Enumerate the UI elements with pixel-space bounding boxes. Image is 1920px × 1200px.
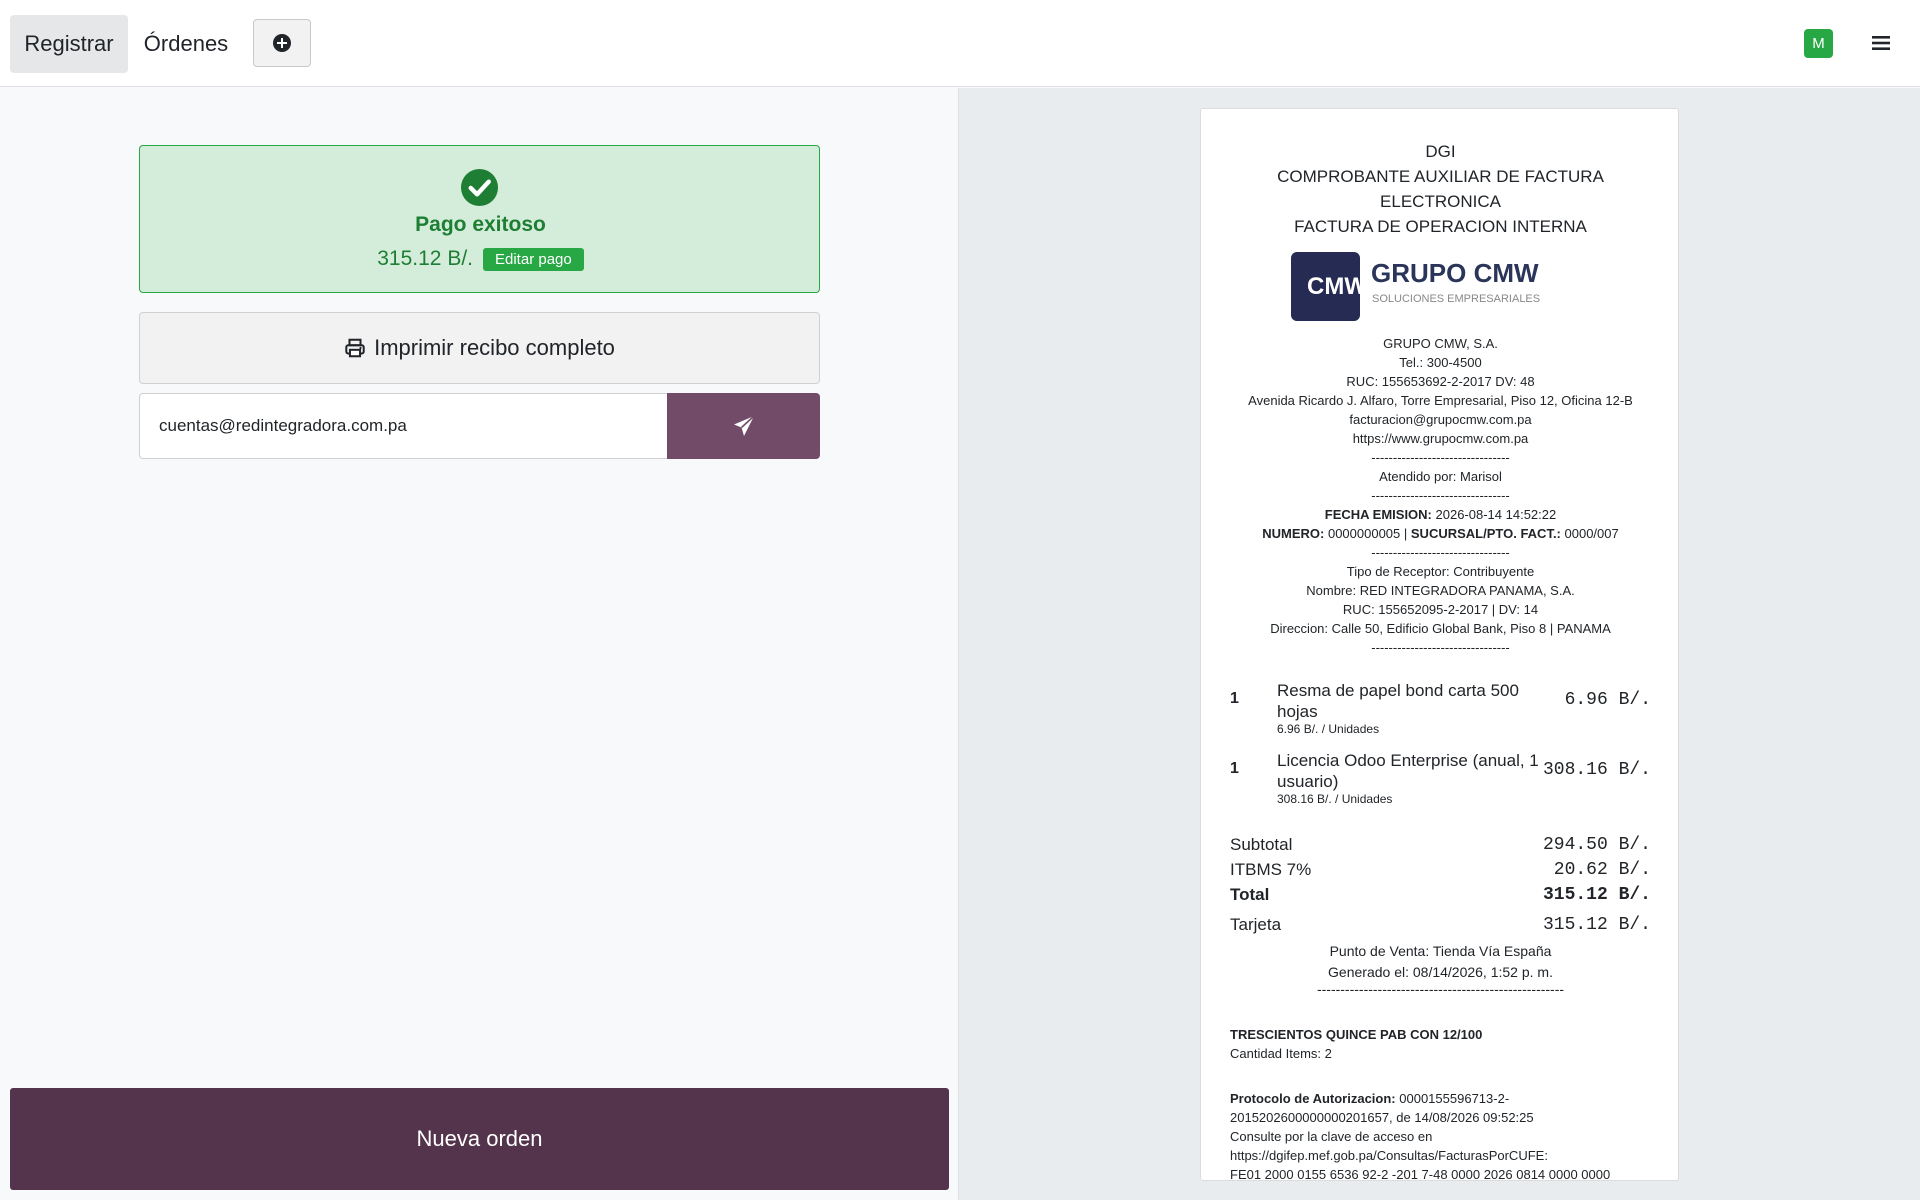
- payment-amount: 315.12 B/.: [377, 247, 473, 270]
- email-input[interactable]: [139, 393, 667, 459]
- tax-label: ITBMS 7%: [1230, 860, 1312, 879]
- send-email-button[interactable]: [667, 393, 820, 459]
- company-tel: Tel.: 300-4500: [1399, 355, 1482, 370]
- receipt-footer: [1201, 941, 1680, 983]
- card-value: 315.12 B/.: [1542, 915, 1651, 935]
- company-logo-name: GRUPO CMW: [1371, 258, 1539, 288]
- authorization-protocol: [1230, 1089, 1660, 1184]
- receipt-company-info: [1201, 334, 1680, 657]
- receiver-name: Nombre: RED INTEGRADORA PANAMA, S.A.: [1306, 583, 1575, 598]
- plus-circle-icon: [272, 33, 292, 53]
- separator: --------------------------------: [1371, 545, 1510, 560]
- company-ruc: RUC: 155653692-2-2017 DV: 48: [1346, 374, 1535, 389]
- emission-date: [1201, 505, 1680, 524]
- receipt-pane: [959, 88, 1920, 1200]
- item-price: 6.96 B/.: [1564, 690, 1651, 710]
- email-receipt-row: [139, 393, 820, 459]
- subtotal-value: 294.50 B/.: [1542, 835, 1651, 855]
- total-label: Total: [1230, 885, 1270, 904]
- protocol-value: 0000155596713-2-2015202600000000201657, de 14/08/2026 09:52:25: [1230, 1091, 1534, 1125]
- invoice-number: [1201, 524, 1680, 543]
- new-order-button[interactable]: Nueva orden: [10, 1088, 949, 1190]
- branch-value: 0000/007: [1564, 526, 1619, 541]
- receipt-header-line: DGI: [1425, 142, 1456, 161]
- receiver-ruc: RUC: 155652095-2-2017 | DV: 14: [1342, 602, 1539, 617]
- print-receipt-label: Imprimir recibo completo: [374, 335, 615, 360]
- printer-icon: [344, 337, 366, 359]
- tab-orders[interactable]: Órdenes: [143, 31, 229, 56]
- company-logo-tagline: SOLUCIONES EMPRESARIALES: [1372, 293, 1541, 305]
- receipt-items: [1230, 680, 1651, 820]
- receipt-header: [1201, 139, 1680, 239]
- payment-status: Pago exitoso: [415, 213, 546, 236]
- tax-value: 20.62 B/.: [1553, 860, 1651, 880]
- receipt-header-line: FACTURA DE OPERACION INTERNA: [1294, 217, 1587, 236]
- cufe-code: FE01 2000 0155 6536 92-2 -201 7-48 0000 2026 0814 0000 0000: [1230, 1167, 1611, 1182]
- check-circle-icon: [460, 168, 499, 207]
- consult-text: Consulte por la clave de acceso en: [1230, 1129, 1433, 1144]
- hamburger-menu-icon[interactable]: [1869, 31, 1893, 55]
- edit-payment-button[interactable]: Editar pago: [483, 248, 584, 271]
- tab-register[interactable]: Registrar: [10, 15, 128, 73]
- invoice-number-label: NUMERO:: [1262, 526, 1325, 541]
- separator: --------------------------------: [1371, 450, 1510, 465]
- consult-url: https://dgifep.mef.gob.pa/Consultas/FacturasPorCUFE:: [1230, 1148, 1548, 1163]
- invoice-number-value: 0000000005 |: [1327, 526, 1408, 541]
- amount-in-words: TRESCIENTOS QUINCE PAB CON 12/100: [1230, 1027, 1483, 1042]
- protocol-label: Protocolo de Autorizacion:: [1230, 1091, 1396, 1106]
- item-unit-price: 6.96 B/. / Unidades: [1277, 722, 1380, 736]
- print-receipt-button[interactable]: [139, 312, 820, 384]
- receipt-header-line: ELECTRONICA: [1380, 192, 1501, 211]
- separator: --------------------------------: [1371, 640, 1510, 655]
- item-name: Resma de papel bond carta 500 hojas: [1277, 681, 1519, 721]
- item-qty: 1: [1230, 760, 1239, 777]
- item-qty: 1: [1230, 690, 1239, 707]
- card-row: [1230, 915, 1651, 940]
- company-name: GRUPO CMW, S.A.: [1383, 336, 1498, 351]
- separator: -----------------------------------------------------: [1316, 981, 1565, 997]
- company-address: Avenida Ricardo J. Alfaro, Torre Empresarial, Piso 12, Oficina 12-B: [1248, 393, 1633, 408]
- payment-success-box: [139, 145, 820, 293]
- payment-pane: [0, 88, 958, 1200]
- card-label: Tarjeta: [1230, 915, 1282, 934]
- receiver-type: Tipo de Receptor: Contribuyente: [1346, 564, 1535, 579]
- tax-row: [1230, 860, 1651, 885]
- item-count: Cantidad Items: 2: [1230, 1046, 1332, 1061]
- top-bar: [0, 0, 1920, 87]
- emission-date-value: 2026-08-14 14:52:22: [1435, 507, 1557, 522]
- receipt-line-item: [1230, 750, 1651, 820]
- payment-amount-row: [140, 247, 821, 271]
- generated-at: Generado el: 08/14/2026, 1:52 p. m.: [1328, 964, 1553, 980]
- separator: --------------------------------: [1371, 488, 1510, 503]
- subtotal-row: [1230, 835, 1651, 860]
- receipt: [1200, 108, 1679, 1181]
- branch-label: SUCURSAL/PTO. FACT.:: [1410, 526, 1561, 541]
- company-logo: CMW: [1291, 252, 1360, 321]
- served-by: Atendido por: Marisol: [1379, 469, 1502, 484]
- paper-plane-icon: [732, 414, 756, 438]
- total-value: 315.12 B/.: [1542, 885, 1651, 905]
- subtotal-label: Subtotal: [1230, 835, 1293, 854]
- item-name: Licencia Odoo Enterprise (anual, 1 usuario): [1277, 751, 1539, 791]
- receipt-line-item: [1230, 680, 1651, 750]
- point-of-sale: Punto de Venta: Tienda Vía España: [1329, 943, 1552, 959]
- new-order-tab-button[interactable]: [253, 19, 311, 67]
- company-web: https://www.grupocmw.com.pa: [1352, 431, 1529, 446]
- item-unit-price: 308.16 B/. / Unidades: [1277, 792, 1393, 806]
- total-row: [1230, 885, 1651, 910]
- receiver-address: Direccion: Calle 50, Edificio Global Bank, Piso 8 | PANAMA: [1270, 621, 1611, 636]
- emission-date-label: FECHA EMISION:: [1324, 507, 1432, 522]
- receipt-header-line: COMPROBANTE AUXILIAR DE FACTURA: [1277, 167, 1604, 186]
- item-price: 308.16 B/.: [1542, 760, 1651, 780]
- company-email: facturacion@grupocmw.com.pa: [1349, 412, 1532, 427]
- user-avatar[interactable]: M: [1804, 29, 1833, 58]
- receipt-totals: [1230, 835, 1651, 940]
